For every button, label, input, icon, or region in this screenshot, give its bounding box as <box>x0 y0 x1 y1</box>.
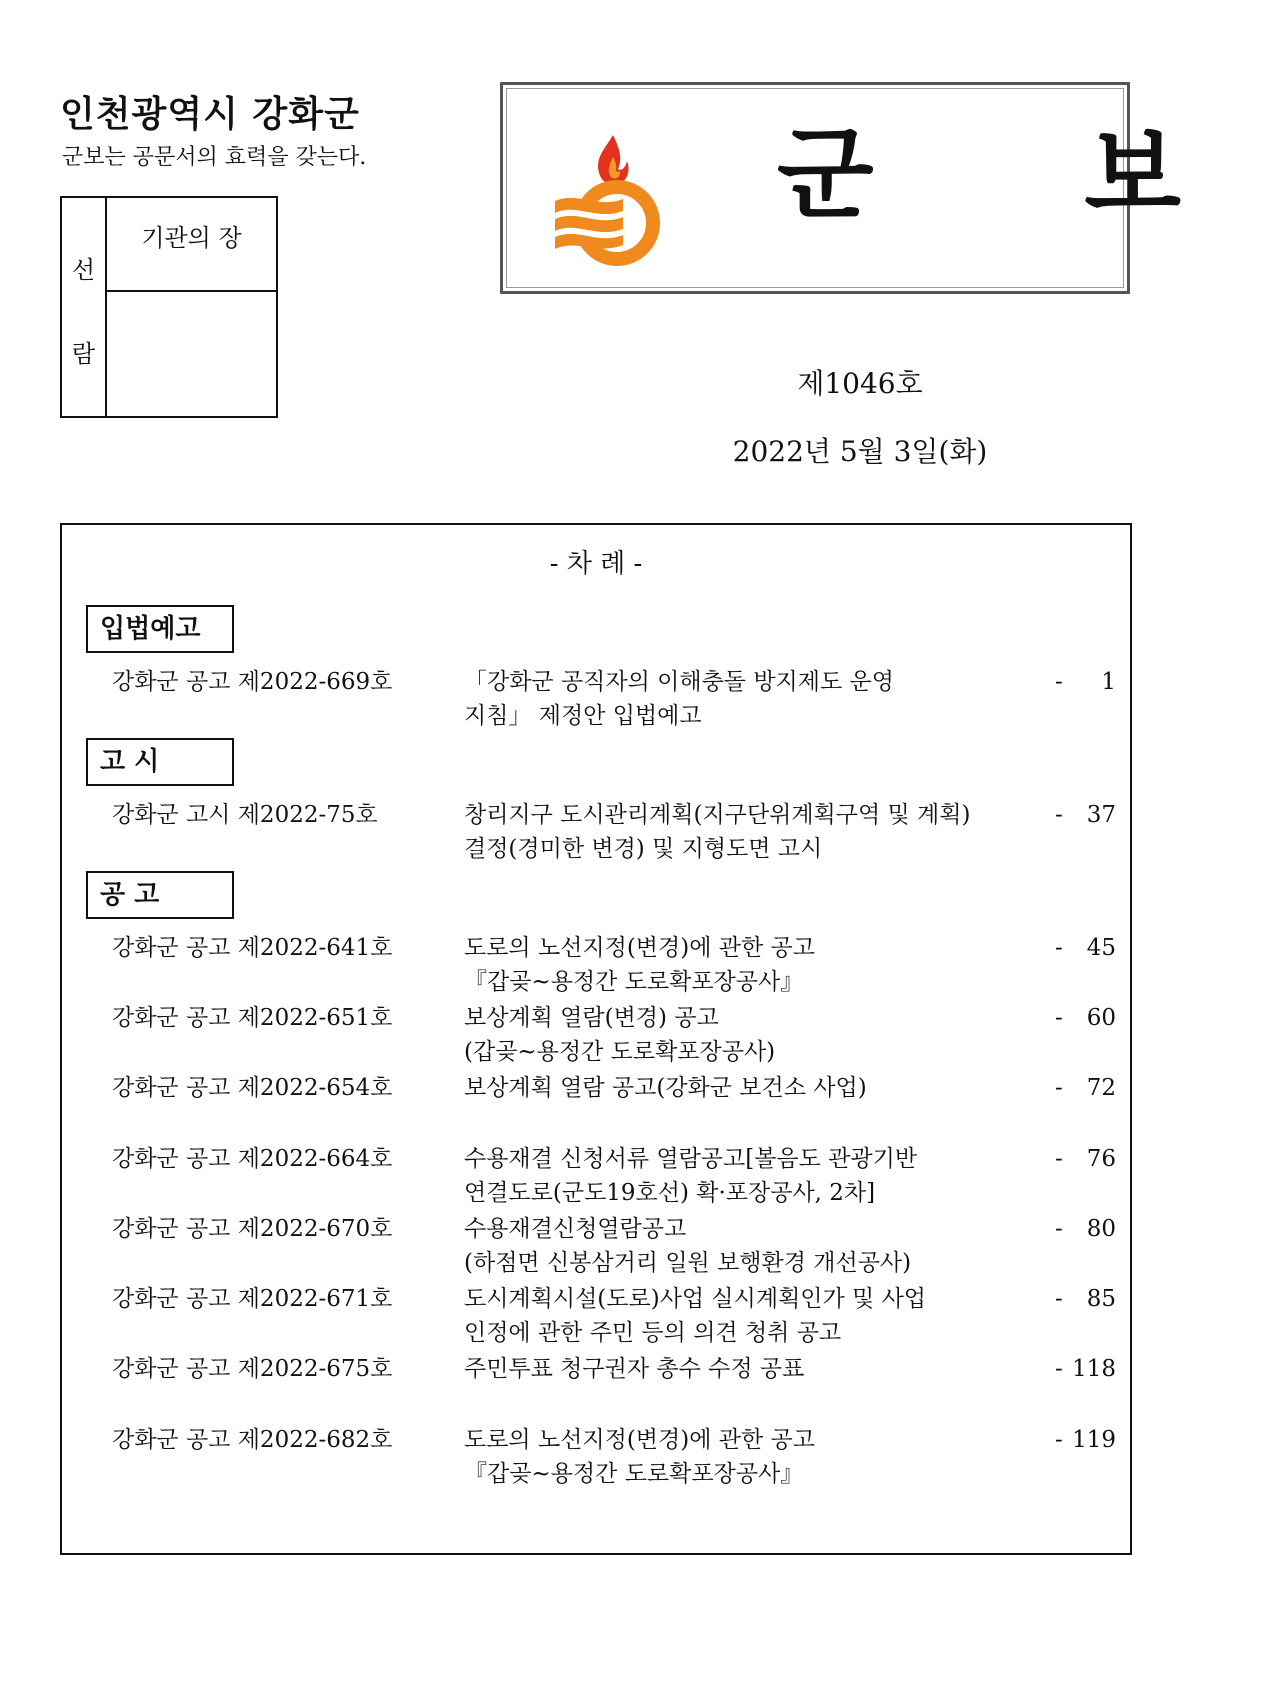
section-legislative-notice: 입법예고 <box>86 605 234 653</box>
entry-description-line-1: 보상계획 열람 공고(강화군 보건소 사업) <box>464 1075 867 1101</box>
bulletin-title: 군 보 <box>777 116 1269 233</box>
table-of-contents <box>60 523 1132 1555</box>
entry-description-line-1: 수용재결신청열람공고 <box>464 1216 687 1242</box>
emblem-logo-icon <box>547 127 677 267</box>
notice-reference: 강화군 공고 제2022-675호 <box>112 1356 393 1382</box>
leader-dash: - <box>1055 1356 1063 1382</box>
notice-reference: 강화군 공고 제2022-651호 <box>112 1005 393 1031</box>
entry-description <box>464 665 1046 733</box>
notice-reference: 강화군 공고 제2022-671호 <box>112 1286 393 1312</box>
page-number: 1 <box>1101 669 1116 695</box>
organization-name: 인천광역시 강화군 <box>60 94 360 135</box>
notice-reference: 강화군 공고 제2022-641호 <box>112 935 393 961</box>
review-label-char-2: 람 <box>71 340 96 368</box>
notice-reference: 강화군 공고 제2022-669호 <box>112 669 393 695</box>
entry-description-line-2: (하점면 신봉삼거리 일원 보행환경 개선공사) <box>464 1250 912 1276</box>
entry-description <box>464 1142 1046 1210</box>
entry-description <box>464 1352 1046 1386</box>
page-number: 60 <box>1086 1005 1116 1031</box>
page-number: 80 <box>1086 1216 1116 1242</box>
page-number: 72 <box>1086 1075 1116 1101</box>
entry-description-line-1: 도로의 노선지정(변경)에 관한 공고 <box>464 1427 815 1453</box>
issue-number: 제1046호 <box>797 367 923 400</box>
entry-description <box>464 798 1046 866</box>
entry-description-line-2: 인정에 관한 주민 등의 의견 청취 공고 <box>464 1320 842 1346</box>
entry-description-line-1: 도로의 노선지정(변경)에 관한 공고 <box>464 935 815 961</box>
notice-reference: 강화군 고시 제2022-75호 <box>112 802 378 828</box>
leader-dash: - <box>1055 1286 1063 1312</box>
toc-title: - 차 례 - <box>549 549 643 579</box>
masthead <box>500 82 1269 294</box>
issue-date: 2022년 5월 3일(화) <box>732 435 988 468</box>
masthead-frame <box>506 88 1269 288</box>
leader-dash: - <box>1055 1146 1063 1172</box>
leader-dash: - <box>1055 935 1063 961</box>
review-box <box>60 196 278 418</box>
page-number: 85 <box>1086 1286 1116 1312</box>
entry-description-line-1: 창리지구 도시관리계획(지구단위계획구역 및 계획) <box>464 802 971 828</box>
entry-description-line-2: (갑곶~용정간 도로확포장공사) <box>464 1039 776 1065</box>
review-label <box>62 198 107 416</box>
entry-description-line-2: 지침」 제정안 입법예고 <box>464 703 702 729</box>
entry-description-line-2: 『갑곶~용정간 도로확포장공사』 <box>464 969 804 995</box>
entry-description-line-2: 결정(경미한 변경) 및 지형도면 고시 <box>464 836 823 862</box>
notice-reference: 강화군 공고 제2022-670호 <box>112 1216 393 1242</box>
entry-description <box>464 1282 1046 1350</box>
leader-dash: - <box>1055 1427 1063 1453</box>
bulletin-subtitle: 군보는 공문서의 효력을 갖는다. <box>62 145 367 170</box>
entry-description-line-1: 「강화군 공직자의 이해충돌 방지제도 운영 <box>464 669 894 695</box>
review-label-char-1: 선 <box>71 256 96 284</box>
page-number: 37 <box>1086 802 1116 828</box>
leader-dash: - <box>1055 1005 1063 1031</box>
section-public-notice: 고 시 <box>86 738 234 786</box>
entry-description <box>464 1212 1046 1280</box>
leader-dash: - <box>1055 1075 1063 1101</box>
entry-description <box>464 1071 1046 1105</box>
entry-description-line-2: 연결도로(군도19호선) 확·포장공사, 2차] <box>464 1180 876 1206</box>
entry-description-line-1: 보상계획 열람(변경) 공고 <box>464 1005 719 1031</box>
page-number: 45 <box>1086 935 1116 961</box>
notice-reference: 강화군 공고 제2022-654호 <box>112 1075 393 1101</box>
entry-description <box>464 1423 1046 1491</box>
page-number: 118 <box>1072 1356 1116 1382</box>
entry-description-line-1: 수용재결 신청서류 열람공고[볼음도 관광기반 <box>464 1146 918 1172</box>
entry-description-line-1: 도시계획시설(도로)사업 실시계획인가 및 사업 <box>464 1286 927 1312</box>
notice-reference: 강화군 공고 제2022-664호 <box>112 1146 393 1172</box>
entry-description <box>464 1001 1046 1069</box>
entry-description-line-1: 주민투표 청구권자 총수 수정 공표 <box>464 1356 805 1382</box>
page-number: 76 <box>1086 1146 1116 1172</box>
leader-dash: - <box>1055 669 1063 695</box>
notice-reference: 강화군 공고 제2022-682호 <box>112 1427 393 1453</box>
entry-description <box>464 931 1046 999</box>
section-announcement: 공 고 <box>86 871 234 919</box>
page-number: 119 <box>1072 1427 1116 1453</box>
leader-dash: - <box>1055 1216 1063 1242</box>
review-head-label: 기관의 장 <box>107 198 276 292</box>
entry-description-line-2: 『갑곶~용정간 도로확포장공사』 <box>464 1461 804 1487</box>
leader-dash: - <box>1055 802 1063 828</box>
